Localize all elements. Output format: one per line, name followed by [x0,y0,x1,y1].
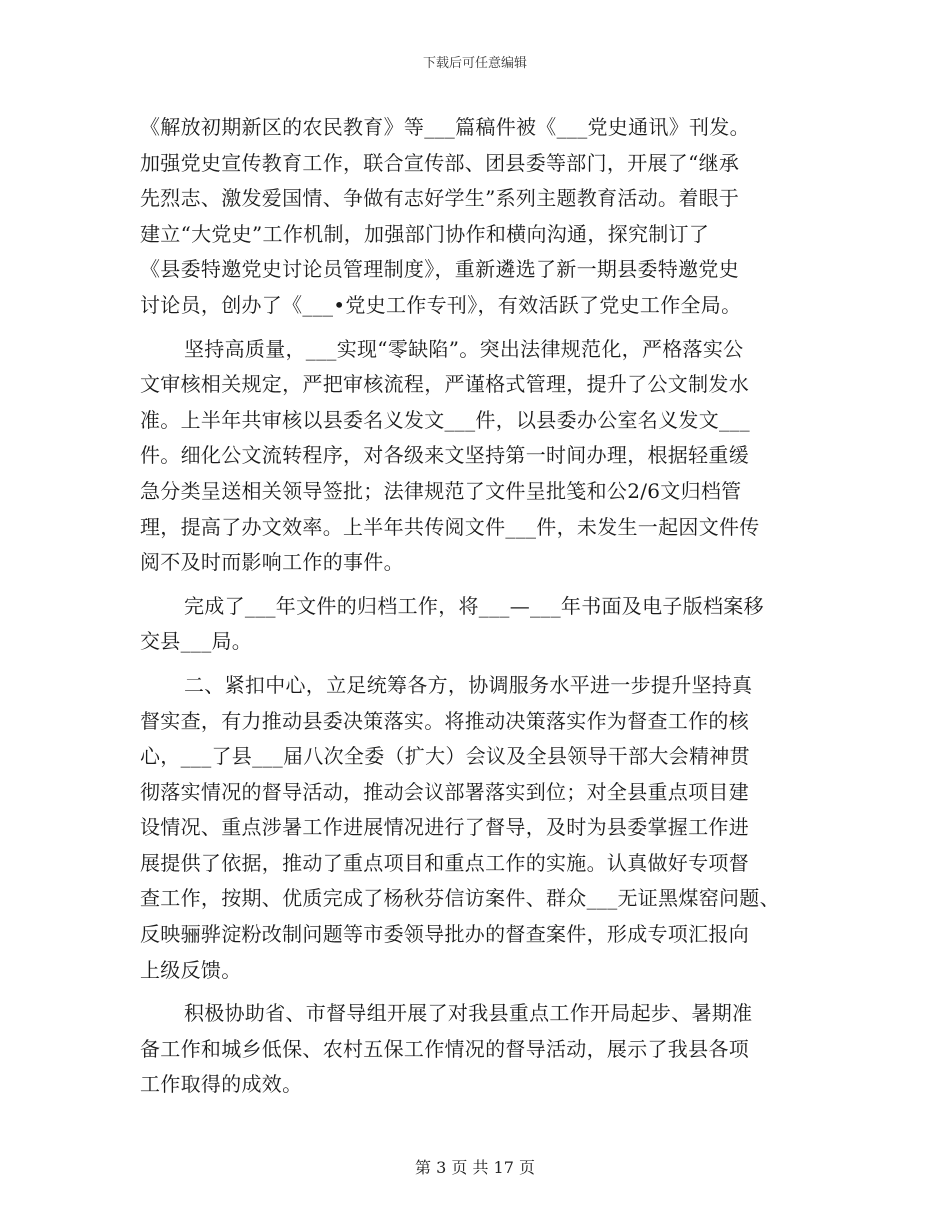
text-line: 先烈志、激发爱国情、争做有志好学生”系列主题教育活动。着眼于 [140,186,740,211]
text-line: 加强党史宣传教育工作，联合宣传部、团县委等部门，开展了“继承 [140,150,740,175]
text-line: 展提供了依据，推动了重点项目和重点工作的实施。认真做好专项督 [140,850,749,875]
paragraph-start: 坚持高质量，___实现“零缺陷”。突出法律规范化，严格落实公 [184,336,744,361]
text-line: 理，提高了办文效率。上半年共传阅文件___件，未发生一起因文件传 [140,514,760,539]
text-line: 彻落实情况的督导活动，推动会议部署落实到位；对全县重点项目建 [140,779,749,804]
text-line: 件。细化公文流转程序，对各级来文坚持第一时间办理，根据轻重缓 [140,443,749,468]
document-body [140,110,820,1103]
text-line: 上级反馈。 [140,957,242,982]
page-header: 下载后可任意编辑 [422,56,527,71]
text-line: 《解放初期新区的农民教育》等___篇稿件被《___党史通讯》刊发。 [140,115,750,139]
text-line: 督实查，有力推动县委决策落实。将推动决策落实作为督查工作的核 [140,708,749,733]
paragraph-start: 积极协助省、市督导组开展了对我县重点工作开局起步、暑期准 [184,1001,753,1026]
text-line: 文审核相关规定，严把审核流程，严谨格式管理，提升了公文制发水 [140,372,749,397]
text-line: 建立“大党史”工作机制，加强部门协作和横向沟通，探究制订了 [140,221,710,246]
text-line: 设情况、重点涉暑工作进展情况进行了督导，及时为县委掌握工作进 [140,815,749,840]
text-line: 急分类呈送相关领导签批；法律规范了文件呈批笺和公2/6文归档管 [140,478,742,503]
page-number: 第 3 页 共 17 页 [415,1158,535,1177]
text-line: 工作取得的成效。 [140,1072,303,1097]
text-line: 反映骊骅淀粉改制问题等市委领导批办的督查案件，形成专项汇报向 [140,922,749,947]
paragraph-start: 完成了___年文件的归档工作，将___—___年书面及电子版档案移 [184,593,764,618]
text-line: 《县委特邀党史讨论员管理制度》，重新遴选了新一期县委特邀党史 [140,257,739,282]
text-line: 交县___局。 [140,629,253,654]
text-line: 查工作，按期、优质完成了杨秋芬信访案件、群众___无证黑煤窑问题、 [140,886,780,911]
text-line: 讨论员，创办了《___•党史工作专刊》，有效活跃了党史工作全局。 [140,292,742,317]
text-line: 备工作和城乡低保、农村五保工作情况的督导活动，展示了我县各项 [140,1036,749,1061]
paragraph-start: 二、紧扣中心，立足统筹各方，协调服务水平进一步提升坚持真 [184,672,753,697]
text-line: 心，___了县___届八次全委（扩大）会议及全县领导干部大会精神贯 [140,744,750,769]
text-line: 阅不及时而影响工作的事件。 [140,550,404,575]
text-line: 准。上半年共审核以县委名义发文___件，以县委办公室名义发文___ [140,407,750,432]
